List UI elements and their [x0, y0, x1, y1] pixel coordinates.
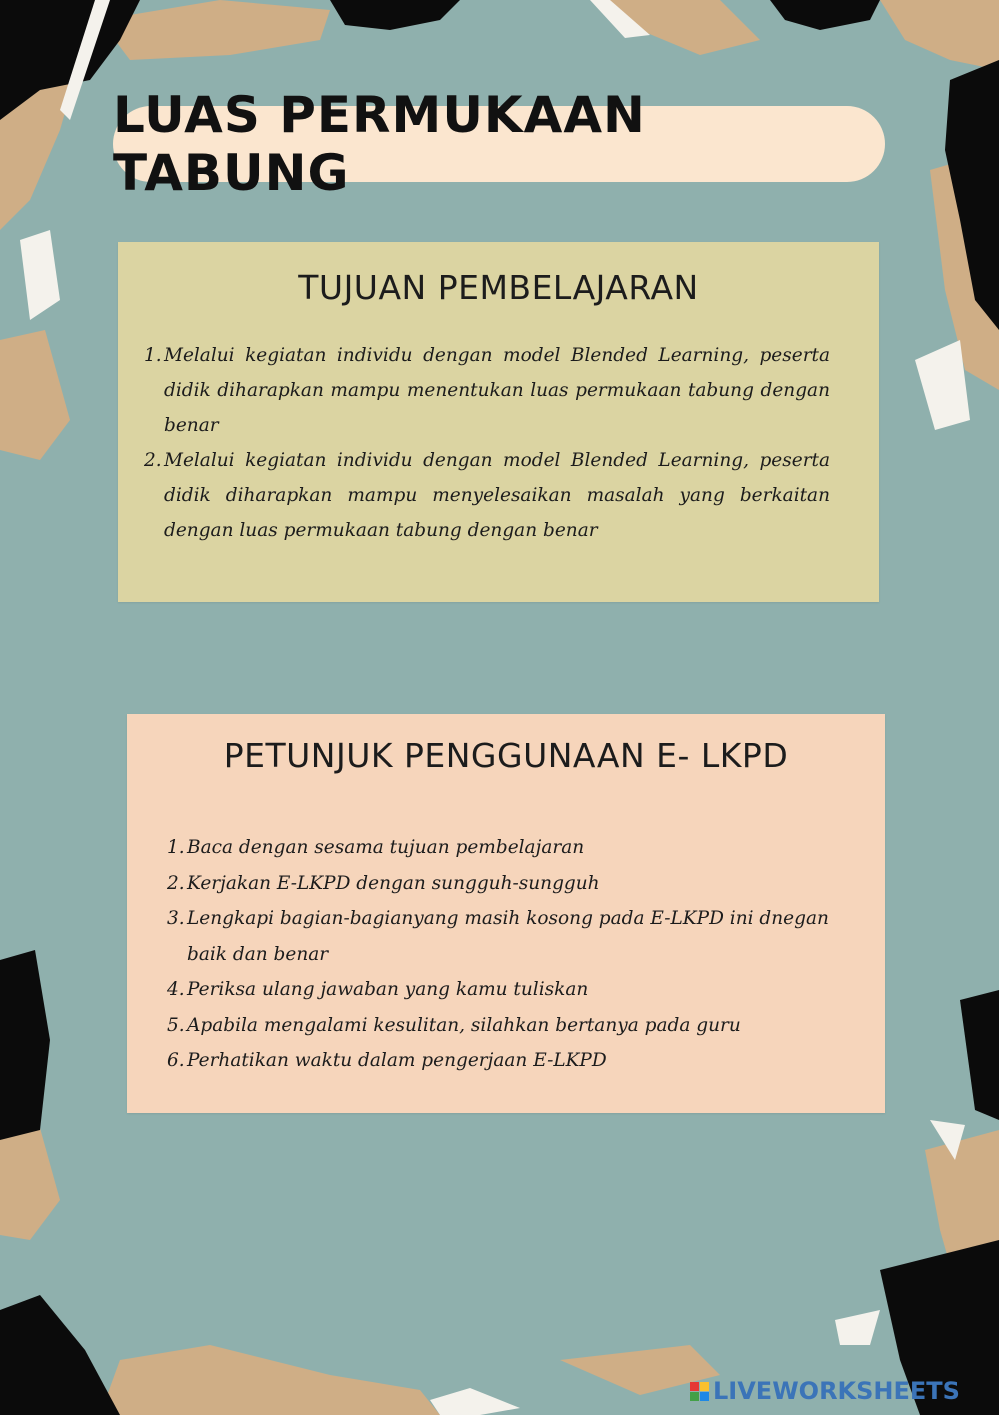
learning-goals-list — [144, 338, 830, 548]
list-item-text: Melalui kegiatan individu dengan model Blended Learning, peserta didik diharapkan mampu menyelesaikan masalah yang berkaitan dengan luas permukaan tabung dengan benar — [164, 450, 830, 541]
list-item-number: 5. — [167, 1014, 185, 1036]
usage-instructions-card — [127, 714, 885, 1113]
liveworksheets-link[interactable] — [690, 1378, 960, 1404]
list-item-number: 1. — [167, 837, 185, 858]
list-item — [167, 1008, 867, 1044]
list-item-number: 4. — [167, 979, 185, 1000]
learning-goals-heading: TUJUAN PEMBELAJARAN — [298, 268, 699, 307]
list-item — [167, 830, 867, 866]
list-item-text: Kerjakan E-LKPD dengan sungguh-sungguh — [187, 872, 600, 894]
liveworksheets-wordmark: LIVEWORKSHEETS — [713, 1377, 960, 1405]
page-title: LUAS PERMUKAAN TABUNG — [113, 86, 646, 202]
list-item — [167, 901, 867, 972]
list-item-text: Melalui kegiatan individu dengan model Blended Learning, peserta didik diharapkan mampu menentukan luas permukaan tabung dengan benar — [164, 345, 830, 436]
list-item-text: Lengkapi bagian-bagianyang masih kosong pada E-LKPD ini dnegan baik dan benar — [187, 908, 829, 965]
list-item-text: Apabila mengalami kesulitan, silahkan bertanya pada guru — [187, 1014, 741, 1036]
list-item-number: 1. — [144, 345, 162, 366]
list-item — [144, 443, 830, 548]
title-banner — [113, 86, 885, 202]
list-item — [167, 972, 867, 1008]
list-item-number: 2. — [144, 450, 162, 471]
learning-goals-card — [118, 242, 879, 602]
usage-instructions-list — [167, 830, 867, 1079]
list-item-number: 3. — [167, 908, 185, 929]
list-item-number: 2. — [167, 872, 185, 894]
list-item-number: 6. — [167, 1050, 185, 1071]
list-item-text: Baca dengan sesama tujuan pembelajaran — [187, 837, 585, 858]
list-item — [144, 338, 830, 443]
list-item-text: Periksa ulang jawaban yang kamu tuliskan — [187, 979, 589, 1000]
list-item — [167, 1043, 867, 1079]
liveworksheets-logo-icon — [690, 1382, 709, 1401]
list-item-text: Perhatikan waktu dalam pengerjaan E-LKPD — [187, 1050, 607, 1071]
usage-instructions-heading: PETUNJUK PENGGUNAAN E- LKPD — [223, 736, 789, 775]
list-item — [167, 866, 867, 902]
white-paper-pieces — [20, 0, 970, 1415]
